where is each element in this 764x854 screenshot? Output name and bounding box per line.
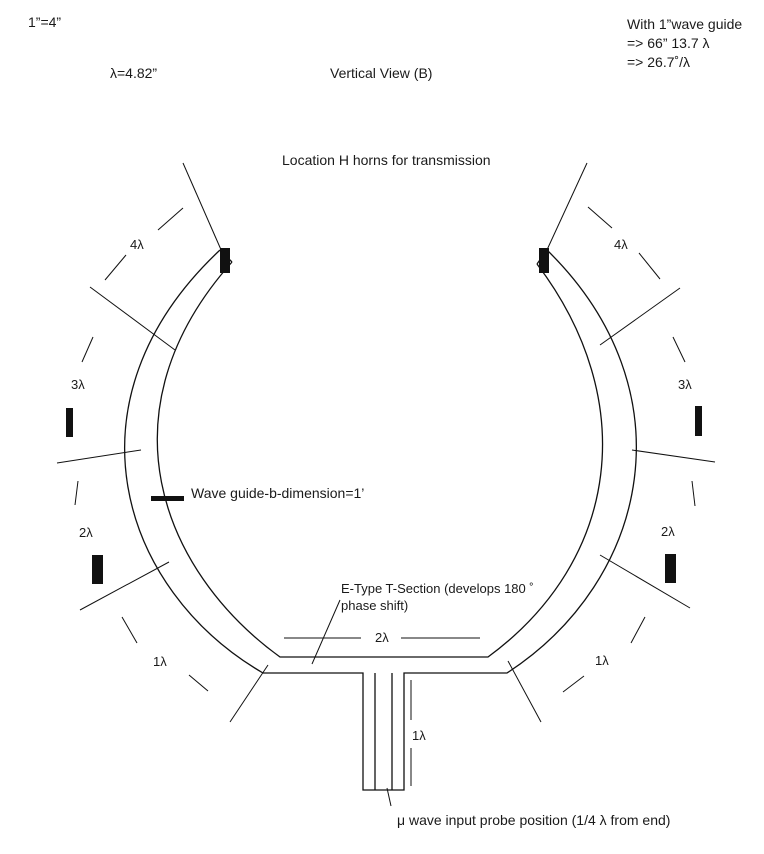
right-tick-4	[600, 288, 680, 345]
guide-note-line-2: => 66” 13.7 λ	[627, 35, 710, 51]
horn-leader-left	[183, 163, 222, 252]
bottom-wavelength-label: 2λ	[375, 630, 389, 645]
horn-right	[539, 248, 549, 273]
probe-leader	[387, 788, 391, 806]
left-label-4: 4λ	[130, 237, 144, 252]
right-tick-2	[600, 555, 690, 608]
b-dimension-label: Wave guide-b-dimension=1’	[191, 485, 365, 501]
right-label-4: 4λ	[614, 237, 628, 252]
left-label-1: 1λ	[153, 654, 167, 669]
tee-leader	[312, 600, 340, 664]
view-title: Vertical View (B)	[330, 65, 433, 81]
left-mark-3	[66, 408, 73, 437]
tee-section-label-line-2: phase shift)	[341, 598, 409, 613]
scale-label: 1”=4”	[28, 14, 62, 30]
left-dimension-dashes	[75, 208, 208, 691]
guide-note-line-3: => 26.7˚/λ	[627, 54, 691, 70]
right-label-3: 3λ	[678, 377, 692, 392]
right-dimension-dashes	[563, 207, 695, 692]
probe-label: μ wave input probe position (1/4 λ from end)	[397, 812, 671, 828]
right-tick-1	[508, 661, 541, 722]
left-label-2: 2λ	[79, 525, 93, 540]
right-mark-3	[695, 406, 702, 436]
guide-note-line-1: With 1”wave guide	[627, 16, 743, 32]
right-label-1: 1λ	[595, 653, 609, 668]
stem-wavelength-label: 1λ	[412, 728, 426, 743]
left-tick-4	[90, 287, 175, 350]
right-division-ticks	[508, 288, 715, 722]
tee-section-label-line-1: E-Type T-Section (develops 180 ˚	[341, 581, 534, 596]
left-mark-2	[92, 555, 103, 584]
right-mark-2	[665, 554, 676, 583]
right-label-2: 2λ	[661, 524, 675, 539]
right-tick-3	[632, 450, 715, 462]
left-tick-3	[57, 450, 141, 463]
horn-leader-right	[546, 163, 587, 252]
waveguide-outer-wall	[125, 250, 637, 790]
b-dimension-marker	[151, 496, 184, 501]
wavelength-label: λ=4.82”	[110, 65, 158, 81]
waveguide-ring	[125, 250, 637, 790]
left-label-3: 3λ	[71, 377, 85, 392]
horns-label: Location H horns for transmission	[282, 152, 491, 168]
left-tick-1	[230, 665, 268, 722]
